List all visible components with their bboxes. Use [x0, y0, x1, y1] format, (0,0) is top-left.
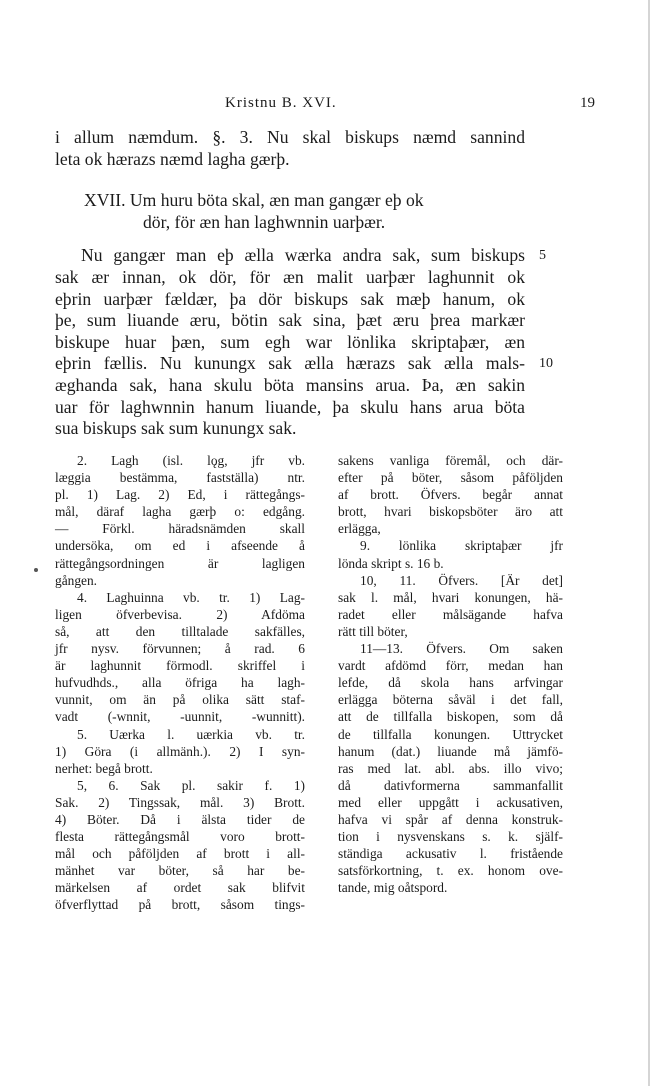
note-line: nerhet: begå brott. — [55, 760, 153, 776]
note-line: är laghunnit förmodl. skriffel i — [55, 658, 305, 674]
note-line: så, att den tilltalade sakfälles, — [55, 623, 305, 639]
chapter-heading: XVII. Um huru böta skal, æn man gangær eþ ok — [84, 190, 424, 211]
main-text — [55, 127, 553, 440]
text-line: Nu gangær man eþ ælla wærka andra sak, sum biskups — [81, 245, 525, 266]
notes-column-left — [55, 452, 305, 914]
note-line: 5, 6. Sak pl. sakir f. 1) — [77, 777, 305, 793]
note-line: af brott. Öfvers. begår annat — [338, 487, 563, 503]
text-line: æghanda sak, hana skulu böta mansins arua. Þa, æn sakin — [55, 374, 525, 395]
note-line: sakens vanliga föremål, och där- — [338, 453, 563, 468]
note-line: hufvudhds., alla öfriga ha lagh- — [55, 675, 305, 691]
note-line: flesta rättegångsmål voro brott- — [55, 829, 305, 845]
note-line: vardt afdömd förr, medan han — [338, 658, 563, 674]
note-line: Sak. 2) Tingssak, mål. 3) Brott. — [55, 794, 305, 810]
note-line: efter på böter, såsom påföljden — [338, 470, 563, 486]
chapter-heading: dör, för æn han laghwnnin uarþær. — [143, 211, 386, 232]
note-line: 5. Uærka l. uærkia vb. tr. — [77, 726, 305, 742]
text-line: leta ok hærazs næmd lagha gærþ. — [55, 148, 290, 169]
note-line: brott, hvari biskopsböter äro att — [338, 504, 563, 520]
line-number: 5 — [539, 248, 546, 264]
note-line: mål och påföljden af brott i all- — [55, 846, 305, 862]
note-line: märkelsen af ordet sak blifvit — [55, 880, 305, 896]
note-line: 1) Göra (i allmänh.). 2) I syn- — [55, 743, 305, 759]
note-line: 9. lönlika skriptaþær jfr — [360, 538, 563, 554]
note-line: sak l. mål, hvari konungen, hä- — [338, 589, 563, 605]
text-line: sua biskups sak sum kunungx sak. — [55, 418, 297, 439]
text-line: i allum næmdum. §. 3. Nu skal biskups næmd sannind — [55, 127, 525, 147]
text-line: uar för laghwnnin hanum liuande, þa skulu hans arua böta — [55, 396, 525, 417]
note-line: gången. — [55, 572, 98, 588]
note-line: 4) Böter. Då i älsta tider de — [55, 811, 305, 827]
note-line: hafva vi spår af denna konstruk- — [338, 811, 563, 827]
note-line: mål, däraf lagha gærþ o: edgång. — [55, 504, 305, 520]
note-line: ras med lat. abl. abs. illo vivo; — [338, 760, 563, 776]
note-line: vadt (-wnnit, -uunnit, -wunnitt). — [55, 709, 305, 725]
note-line: mänhet var böter, så har be- — [55, 863, 305, 879]
note-line: vunnit, om än på olika sätt staf- — [55, 692, 305, 708]
note-line: radet eller målsägande hafva — [338, 606, 563, 622]
note-line: undersöka, om ed i afseende å — [55, 538, 305, 554]
notes-column-right — [338, 452, 563, 896]
note-line: 10, 11. Öfvers. [Är det] — [360, 572, 563, 588]
text-line: eþrin uarþær fældær, þa dör biskups sak mæþ hanum, ok — [55, 288, 525, 309]
note-line: rätt till böter, — [338, 623, 408, 639]
line-number: 10 — [539, 356, 553, 372]
note-line: då dativformerna sammanfallit — [338, 777, 563, 793]
note-line: de tillfalla konungen. Uttrycket — [338, 726, 563, 742]
note-line: — Förkl. häradsnämden skall — [55, 521, 305, 537]
note-line: med eller uppgått i ackusativen, — [338, 794, 563, 810]
page-edge — [648, 0, 650, 1086]
note-line: rättegångsordningen är lagligen — [55, 555, 305, 571]
running-head: Kristnu B. XVI. — [225, 95, 337, 111]
note-line: öfverflyttad på brott, såsom tings- — [55, 897, 305, 913]
note-line: ligen öfverbevisa. 2) Afdöma — [55, 606, 305, 622]
note-line: tande, mig oåtspord. — [338, 880, 448, 896]
note-line: lönda skript s. 16 b. — [338, 555, 444, 571]
note-line: 2. Lagh (isl. lǫg, jfr vb. — [77, 453, 305, 468]
note-line: erlägga böterna såväl i det fall, — [338, 692, 563, 708]
note-line: satsförkortning, t. ex. honom ove- — [338, 863, 563, 879]
note-line: jfr nysv. förvunnen; å rad. 6 — [55, 641, 305, 657]
text-line: eþrin fællis. Nu kunungx sak ælla hærazs sak ælla mals- — [55, 353, 525, 374]
text-line: þe, sum liuande æru, bötin sak sina, þæt æru þrea markær — [55, 310, 525, 331]
page-header — [55, 95, 595, 111]
note-line: 11—13. Öfvers. Om saken — [360, 641, 563, 657]
note-line: erlägga, — [338, 521, 381, 537]
text-line: sak ær innan, ok dör, för æn malit uarþær laghunnit ok — [55, 266, 525, 287]
note-line: lefde, då skola hans arfvingar — [338, 675, 563, 691]
note-line: att de tillfalla biskopen, som då — [338, 709, 563, 725]
page-number: 19 — [580, 95, 595, 111]
note-line: pl. 1) Lag. 2) Ed, i rättegångs- — [55, 487, 305, 503]
note-line: 4. Laghuinna vb. tr. 1) Lag- — [77, 589, 305, 605]
note-line: læggia bestämma, fastställa) ntr. — [55, 470, 305, 486]
note-line: hanum (dat.) liuande må jämfö- — [338, 743, 563, 759]
text-line: biskupe huar þæn, sum egh war lönlika skriptaþær, æn — [55, 331, 525, 352]
note-line: tion i nysvenskans s. k. själf- — [338, 829, 563, 845]
margin-mark — [34, 568, 38, 572]
note-line: ständiga ackusativ l. fristående — [338, 846, 563, 862]
